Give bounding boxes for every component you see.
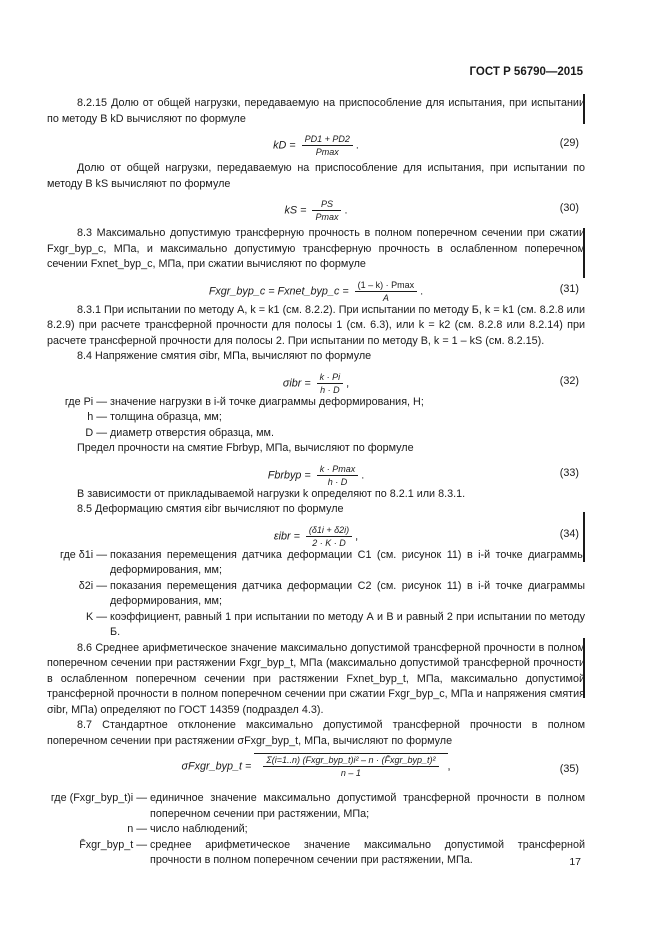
fraction (355, 279, 418, 304)
formula-32: σibr = $\frac{k \cdot Pi}{h \cdot D}$ , (32) (282, 371, 579, 395)
formula-lhs: kS = (284, 204, 307, 217)
definition-text: показания перемещения датчика деформации C2 (см. рисунок 11) в i-й точке диаграммы деформирования, мм; (110, 579, 585, 607)
denominator: h · D (327, 476, 348, 487)
numerator: k · Pi (317, 371, 344, 384)
denominator: 2 · K · D (312, 537, 346, 548)
formula-35: σFxgr_byp_t = $\frac{\text{Σ(i=1..n) (Fxgr\_byp\_t)i² – n · (F̄xgr\_byp\_t)²}}{n - 1}$ , (35) (181, 755, 579, 778)
square-root (254, 753, 447, 779)
definition-row (47, 426, 585, 442)
numerator: Σ(i=1..n) (Fxgr_byp_t)i² – n · (F̄xgr_byp_t)² (263, 754, 438, 767)
denominator: Pmax (315, 147, 339, 157)
formula-lhs: εibr = (273, 529, 300, 542)
definition-text: значение нагрузки в i-й точке диаграммы деформирования, Н; (110, 395, 424, 408)
definition-term: где (Fxgr_byp_t)i — (50, 792, 147, 804)
definitions-list (47, 791, 585, 869)
definition-term: где Pi — (64, 395, 107, 408)
paragraph-8-7: 8.7 Стандартное отклонение максимально допустимой трансферной прочности в полном поперечном сечении при растяжении σFxgr_byp_t, МПа, вычисляют по формуле (47, 719, 585, 747)
definition-term: h — (87, 411, 107, 423)
denominator: n – 1 (340, 768, 361, 778)
definition-term: n — (127, 823, 147, 835)
formula-lhs: Fbrbyp = (267, 468, 311, 481)
paragraph-8-2-15: 8.2.15 Долю от общей нагрузки, передаваемую на приспособление для испытания, при испытании по методу В kD вычисляют по формуле (47, 97, 585, 125)
definition-row (47, 395, 585, 411)
definition-term: где δ1i — (60, 548, 107, 561)
equation-number: (30) (559, 202, 579, 214)
formula-lhs: Fxgr_byp_c = Fxnet_byp_c = (208, 284, 349, 297)
definitions-list (47, 548, 585, 641)
formula-33: Fbrbyp = $\frac{k \cdot Pmax}{h \cdot D}$ . (33) (267, 463, 579, 487)
equation-number: (31) (559, 282, 579, 295)
definition-row (47, 410, 585, 426)
definition-term: F̄xgr_byp_t — (79, 838, 147, 851)
definition-row (47, 610, 585, 641)
definition-row (47, 838, 585, 869)
denominator: Pmax (315, 212, 339, 222)
paragraph-bearing-strength: Предел прочности на смятие Fbrbyp, МПа, вычисляют по формуле (77, 442, 414, 454)
formula-lhs: kD = (273, 139, 296, 152)
formula-lhs: σibr = (282, 376, 311, 389)
fraction (302, 133, 353, 158)
definition-text: коэффициент, равный 1 при испытании по методу А и В и равный 2 при испытании по методу Б. (110, 610, 585, 638)
denominator: A (382, 292, 389, 303)
formula-34: εibr = $\frac{(\delta 1i + \delta 2i)}{2 \cdot K \cdot D}$ , (34) (273, 524, 579, 548)
fraction (263, 754, 438, 779)
paragraph-8-6: 8.6 Среднее арифметическое значение максимально допустимой трансферной прочности в полном поперечном сечении при растяжении Fxgr_byp_t, МПа (максимально допустимой трансферной прочности в ослабленном поперечном сечении при растяжении Fxnet_byp_t, МПа, максимально допустимой трансферной прочности в полном поперечном сечении при сжатии Fxgr_byp_c, МПа и напряжения смятия σibr, МПа) определяют по ГОСТ 14359 (подраздел 4.3). (47, 641, 585, 716)
definitions-list (47, 395, 585, 442)
definition-text: число наблюдений; (150, 823, 248, 835)
definition-text: показания перемещения датчика деформации C1 (см. рисунок 11) в i-й точке диаграммы деформирования, мм; (110, 548, 585, 576)
equation-number: (34) (559, 527, 579, 540)
fraction (306, 524, 352, 549)
definition-row (47, 791, 585, 822)
numerator: (δ1i + δ2i) (306, 524, 352, 537)
fraction (312, 198, 341, 223)
definition-row (47, 579, 585, 610)
definition-text: единичное значение максимально допустимой трансферной прочности в полном поперечном сечении при растяжении, МПа; (150, 792, 585, 820)
definition-term: D — (85, 426, 107, 439)
equation-number: (32) (559, 374, 579, 387)
numerator: PS (312, 198, 341, 211)
definition-row (47, 822, 585, 838)
formula-31: Fxgr_byp_c = Fxnet_byp_c = $\frac{(1 - k) \cdot Pmax}{A}$ . (31) (208, 279, 579, 303)
equation-number: (35) (559, 763, 579, 775)
definition-row (47, 548, 585, 579)
paragraph-8-3: 8.3 Максимально допустимую трансферную прочность в полном поперечном сечении при сжатии Fxgr_byp_c, МПа, и максимально допустимую трансферную прочность в ослабленном поперечном сечении Fxnet_byp_c, МПа, при сжатии вычисляют по формуле (47, 227, 585, 270)
equation-number: (29) (559, 137, 579, 149)
page-number: 17 (569, 856, 581, 868)
document-body (47, 96, 585, 869)
definition-text: среднее арифметическое значение максимально допустимой трансферной прочности в полном поперечном сечении при растяжении, МПа. (150, 838, 585, 866)
fraction (317, 463, 359, 488)
page-header: ГОСТ Р 56790—2015 (469, 66, 583, 78)
equation-number: (33) (559, 466, 579, 479)
definition-text: толщина образца, мм; (110, 411, 222, 423)
numerator: k · Pmax (317, 463, 359, 476)
numerator: PD1 + PD2 (302, 133, 353, 146)
formula-30: kS = $\frac{PS}{Pmax}$ . (30) (284, 199, 579, 222)
numerator: (1 – k) · Pmax (355, 279, 418, 292)
formula-29: kD = $\frac{PD1 + PD2}{Pmax}$ . (29) (273, 134, 579, 157)
denominator: h · D (320, 384, 340, 395)
fraction (317, 371, 344, 396)
paragraph-8-4: 8.4 Напряжение смятия σibr, МПа, вычисляют по формуле (77, 350, 372, 362)
paragraph-8-5: 8.5 Деформацию смятия εibr вычисляют по формуле (77, 503, 344, 515)
formula-lhs: σFxgr_byp_t = (181, 760, 252, 773)
definition-text: диаметр отверстия образца, мм. (110, 426, 274, 439)
paragraph-load-note: В зависимости от прикладываемой нагрузки k определяют по 8.2.1 или 8.3.1. (77, 487, 466, 500)
paragraph-ks: Долю от общей нагрузки, передаваемую на приспособление для испытания, при испытании по методу В kS вычисляют по формуле (47, 162, 585, 190)
paragraph-8-3-1: 8.3.1 При испытании по методу А, k = k1 (см. 8.2.2). При испытании по методу Б, k = k1 (см. 8.2.8 или 8.2.9) при расчете трансферной прочности для полосы 1 (см. 6.3), или k = k2 (см. 8.2.8 или 8.2.14) при расчете трансферной прочности для полосы 2. При испытании по методу В, k = 1 – kS (см. 8.2.15). (47, 303, 585, 347)
definition-term: δ2i — (78, 579, 107, 592)
definition-term: K — (86, 610, 107, 623)
